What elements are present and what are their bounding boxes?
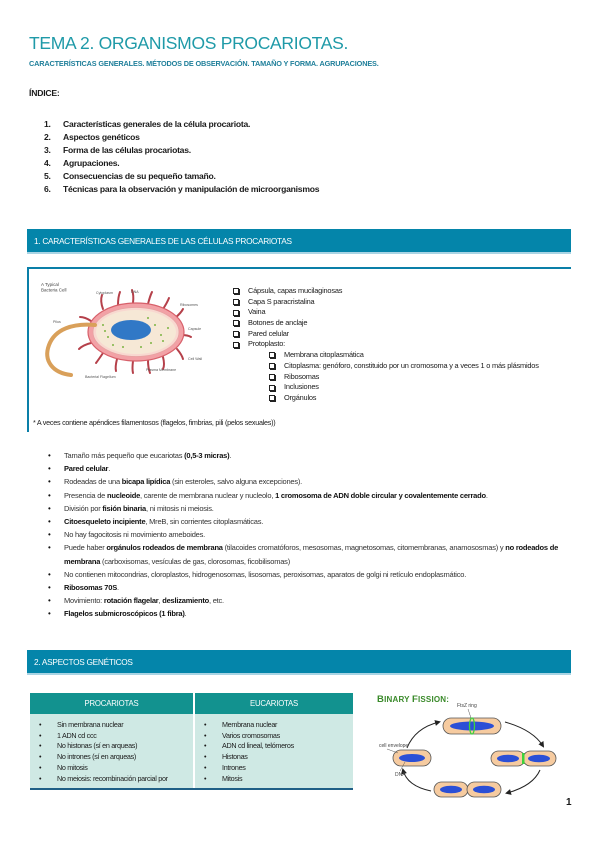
section-heading-2: [27, 650, 571, 675]
list-item: [201, 774, 353, 785]
structure-text: Membrana citoplasmática: [284, 350, 364, 360]
binary-fission-title: BINARY FISSION:: [377, 694, 450, 705]
list-item: [201, 720, 353, 731]
characteristic-text: Ribosomas 70S.: [64, 583, 119, 593]
structure-text: Protoplasto:: [248, 339, 286, 349]
characteristic-item: [48, 581, 578, 594]
index-number: 4.: [44, 158, 51, 168]
section-heading-text: 2. ASPECTOS GENÉTICOS: [34, 657, 133, 667]
index-text: Forma de las células procariotas.: [63, 145, 191, 155]
checkbox-bullet-icon: [269, 363, 275, 369]
checkbox-bullet-icon: [269, 374, 275, 380]
characteristic-item: [48, 541, 578, 567]
index-number: 2.: [44, 132, 51, 142]
index-text: Agrupaciones.: [63, 158, 120, 168]
list-item: [201, 731, 353, 742]
list-item: [36, 720, 193, 731]
structure-subitem: [269, 350, 539, 361]
bullet-icon: •: [48, 464, 51, 474]
bullet-icon: •: [48, 543, 51, 553]
bullet-icon: •: [48, 490, 51, 500]
characteristic-text: Citoesqueleto incipiente, MreB, sin corrientes citoplasmáticas.: [64, 517, 264, 527]
binary-fission-diagram: [365, 690, 580, 805]
cell-text: No meiosis: recombinación parcial por: [57, 773, 168, 783]
appendages-note: * A veces contiene apéndices filamentosos (flagelos, fimbrias, pili (pelos sexuales)): [33, 418, 276, 427]
structure-text: Inclusiones: [284, 382, 319, 392]
label-plasma-membrane: Plasma Membrane: [146, 368, 177, 372]
bullet-icon: •: [39, 730, 42, 740]
page-title: TEMA 2. ORGANISMOS PROCARIOTAS.: [29, 33, 349, 53]
structure-text: Citoplasma: genóforo, constituido por un cromosoma y a veces 1 o más plásmidos: [284, 360, 539, 370]
section-heading-1: [27, 229, 571, 254]
structure-item: [233, 339, 539, 350]
cell-text: No intrones (sí en arqueas): [57, 752, 136, 762]
index-number: 1.: [44, 119, 51, 129]
page-number: 1: [566, 797, 572, 808]
table-row: [30, 714, 353, 789]
label-cell-wall: Cell Wall: [188, 357, 203, 361]
bullet-icon: •: [39, 741, 42, 751]
list-item: [36, 752, 193, 763]
structure-text: Capa S paracristalina: [248, 296, 315, 306]
characteristic-text: División por fisión binaria, ni mitosis ni meiosis.: [64, 503, 214, 513]
index-text: Características generales de la célula procariota.: [63, 119, 251, 129]
label-dna: DNA: [131, 290, 139, 294]
index-item: [44, 131, 319, 144]
characteristic-item: [48, 515, 578, 528]
cell-text: Mitosis: [222, 773, 243, 783]
bullet-icon: •: [48, 530, 51, 540]
characteristic-text: No contienen mitocondrias, cloroplastos, hidrogenosomas, lisosomas, peroxisomas, aparatos de golgi ni retículo endoplasmático.: [64, 569, 467, 579]
figure-title-line1: A Typical: [41, 282, 59, 287]
label-ribosomes: Ribosomes: [180, 303, 198, 307]
characteristic-item: [48, 462, 578, 475]
checkbox-bullet-icon: [233, 331, 239, 337]
structure-text: Botones de anclaje: [248, 318, 308, 328]
structure-text: Orgánulos: [284, 392, 317, 402]
index-number: 6.: [44, 184, 51, 194]
label-cell-envelope: cell envelope: [379, 743, 409, 749]
bullet-icon: •: [39, 773, 42, 783]
column-header-eucariotas: EUCARIOTAS: [194, 693, 353, 714]
structure-subitem: [269, 372, 539, 383]
bullet-icon: •: [48, 583, 51, 593]
characteristic-text: Presencia de nucleoide, carente de membrana nuclear y nucleolo, 1 cromosoma de ADN doble circular y covalentemente cerrado.: [64, 490, 488, 500]
structure-subitem: [269, 361, 539, 372]
cell-text: ADN cd lineal, telómeros: [222, 741, 294, 751]
cell-text: 1 ADN cd ccc: [57, 730, 97, 740]
structure-item: [233, 307, 539, 318]
index-text: Aspectos genéticos: [63, 132, 140, 142]
bullet-icon: •: [48, 477, 51, 487]
page-subtitle: CARACTERÍSTICAS GENERALES. MÉTODOS DE OBSERVACIÓN. TAMAÑO Y FORMA. AGRUPACIONES.: [29, 59, 379, 68]
list-item: [36, 763, 193, 774]
characteristic-text: Flagelos submicroscópicos (1 fibra).: [64, 609, 187, 619]
characteristic-item: [48, 502, 578, 515]
structure-item: [233, 318, 539, 329]
index-number: 5.: [44, 171, 51, 181]
list-item: [36, 774, 193, 785]
index-item: [44, 157, 319, 170]
index-text: Técnicas para la observación y manipulación de microorganismos: [63, 184, 320, 194]
checkbox-bullet-icon: [269, 395, 275, 401]
structure-subitem: [269, 393, 539, 404]
checkbox-bullet-icon: [269, 352, 275, 358]
cell-text: Varios cromosomas: [222, 730, 280, 740]
characteristic-text: Rodeadas de una bicapa lipídica (sin esteroles, salvo alguna excepciones).: [64, 477, 303, 487]
bullet-icon: •: [204, 762, 207, 772]
checkbox-bullet-icon: [233, 310, 239, 316]
cell-text: Intrones: [222, 762, 246, 772]
index-item: [44, 144, 319, 157]
characteristics-list: [48, 449, 578, 621]
column-header-procariotas: PROCARIOTAS: [30, 693, 194, 714]
characteristic-text: Tamaño más pequeño que eucariotas (0,5-3 micras).: [64, 451, 232, 460]
structure-item: [233, 286, 539, 297]
structure-text: Vaina: [248, 307, 266, 317]
cell-text: No histonas (sí en arqueas): [57, 741, 138, 751]
bullet-icon: •: [204, 773, 207, 783]
bullet-icon: •: [48, 596, 51, 606]
structure-text: Ribosomas: [284, 371, 320, 381]
characteristic-item: [48, 475, 578, 488]
structure-text: Pared celular: [248, 328, 289, 338]
label-cytoplasm: Cytoplasm: [96, 291, 113, 295]
index-list: [44, 118, 319, 196]
characteristic-item: [48, 594, 578, 607]
genetics-comparison-table: [30, 693, 353, 790]
structure-subitem: [269, 382, 539, 393]
bullet-icon: •: [48, 503, 51, 513]
index-label: ÍNDICE:: [29, 88, 60, 98]
cell-text: No mitosis: [57, 762, 88, 772]
characteristic-text: Pared celular.: [64, 464, 111, 474]
structure-item: [233, 329, 539, 340]
index-item: [44, 183, 319, 196]
bullet-icon: •: [48, 517, 51, 527]
list-item: [36, 741, 193, 752]
label-capsule: Capsule: [188, 327, 202, 331]
label-dna: DNA: [395, 772, 406, 778]
characteristic-text: Movimiento: rotación flagelar, deslizamiento, etc.: [64, 596, 224, 606]
index-item: [44, 170, 319, 183]
characteristic-item: [48, 449, 578, 462]
bullet-icon: •: [48, 609, 51, 619]
bullet-icon: •: [204, 730, 207, 740]
list-item: [36, 731, 193, 742]
bullet-icon: •: [204, 752, 207, 762]
bullet-icon: •: [48, 569, 51, 579]
checkbox-bullet-icon: [233, 342, 239, 348]
list-item: [201, 752, 353, 763]
cell-text: Sin membrana nuclear: [57, 720, 124, 729]
checkbox-bullet-icon: [269, 385, 275, 391]
bullet-icon: •: [39, 762, 42, 772]
bullet-icon: •: [204, 741, 207, 751]
label-pilus: Pilus: [53, 320, 61, 324]
figure-title-line2: Bacteria Cell: [41, 287, 67, 293]
cell-structure-list: [233, 286, 539, 404]
cell-text: Membrana nuclear: [222, 720, 278, 729]
bacterial-cell-diagram: [33, 273, 219, 385]
bullet-icon: •: [48, 451, 51, 460]
index-text: Consecuencias de su pequeño tamaño.: [63, 171, 216, 181]
structure-item: [233, 297, 539, 308]
characteristic-item: [48, 489, 578, 502]
eucariotas-cell: [194, 714, 353, 789]
dna-nucleoid-icon: [111, 320, 151, 340]
index-number: 3.: [44, 145, 51, 155]
checkbox-bullet-icon: [233, 299, 239, 305]
characteristic-item: [48, 568, 578, 581]
list-item: [201, 763, 353, 774]
index-item: [44, 118, 319, 131]
bullet-icon: •: [39, 752, 42, 762]
checkbox-bullet-icon: [233, 320, 239, 326]
characteristic-text: No hay fagocitosis ni movimiento ameboides.: [64, 530, 206, 540]
checkbox-bullet-icon: [233, 288, 239, 294]
structure-text: Cápsula, capas mucilaginosas: [248, 286, 343, 295]
cell-text: Histonas: [222, 752, 248, 762]
section-heading-text: 1. CARACTERÍSTICAS GENERALES DE LAS CÉLULAS PROCARIOTAS: [34, 236, 292, 246]
characteristic-text: Puede haber orgánulos rodeados de membrana (tilacoides cromatóforos, mesosomas, magnetosomas, citomembranas, anamososmas) y no rodeados de membrana (carboxisomas, vesículas de gas, clorosomas, ficobilisomas): [64, 543, 559, 566]
list-item: [201, 741, 353, 752]
bullet-icon: •: [204, 720, 207, 729]
procariotas-cell: [30, 714, 194, 789]
characteristic-item: [48, 607, 578, 620]
bullet-icon: •: [39, 720, 42, 729]
label-ftsz-ring: FtsZ ring: [457, 703, 477, 709]
characteristic-item: [48, 528, 578, 541]
label-flagellum: Bacterial Flagellum: [85, 375, 116, 379]
